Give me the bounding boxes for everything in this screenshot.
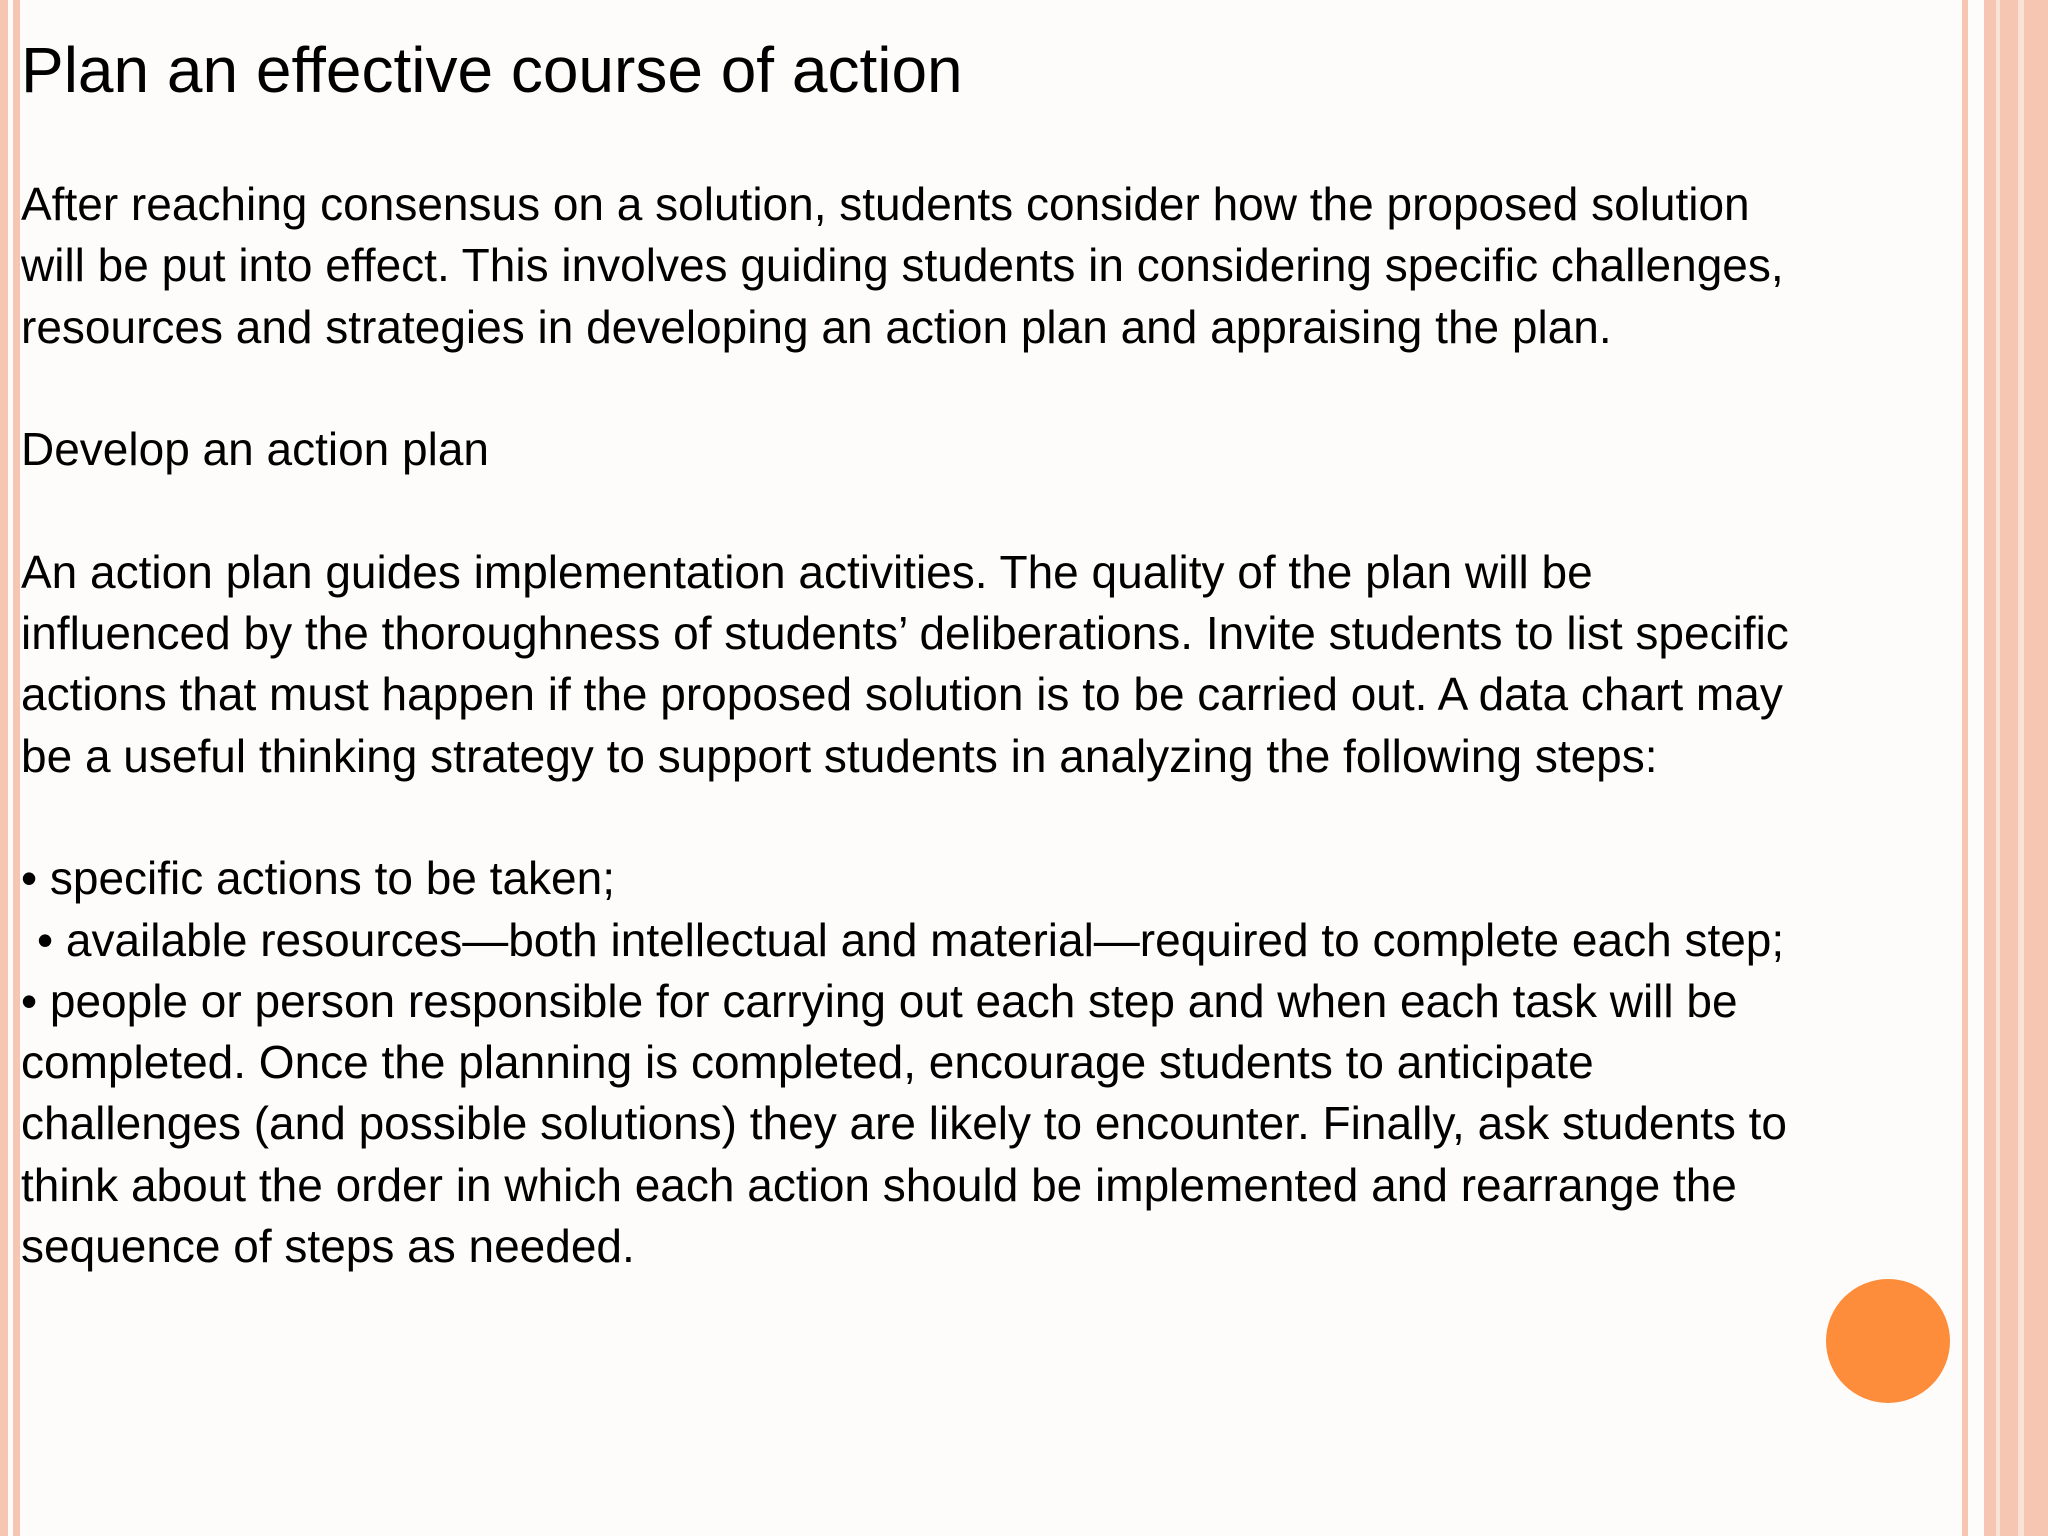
decorative-orange-dot [1826,1279,1950,1403]
right-border-highlight [1996,0,2000,1536]
intro-line: After reaching consensus on a solution, students consider how the proposed solution [21,178,1750,230]
left-border-stripe [0,0,8,1536]
bullet-line: challenges (and possible solutions) they are likely to encounter. Finally, ask students to [21,1097,1788,1150]
paragraph-gap [21,358,1981,419]
body-line: actions that must happen if the proposed solution is to be carried out. A data chart may [21,668,1783,721]
slide-body [21,174,1981,1277]
bullet-line: • available resources—both intellectual and material—required to complete each step; [37,913,1785,966]
intro-line: resources and strategies in developing an action plan and appraising the plan. [21,300,1612,353]
slide-title: Plan an effective course of action [21,34,963,106]
bullet-line: think about the order in which each action should be implemented and rearrange the [21,1158,1737,1211]
left-border-stripe-inner [13,0,20,1536]
bullet-line: completed. Once the planning is completed, encourage students to anticipate [21,1036,1594,1089]
body-line: be a useful thinking strategy to support students in analyzing the following steps: [21,729,1658,782]
body-line: An action plan guides implementation activities. The quality of the plan will be [21,545,1593,598]
right-border-band [1984,0,2048,1536]
right-border-highlight-2 [2018,0,2024,1536]
paragraph-gap [21,480,1981,541]
subheading: Develop an action plan [21,423,489,476]
bullet-line: • people or person responsible for carrying out each step and when each task will be [21,974,1738,1027]
bullet-line: sequence of steps as needed. [21,1220,635,1273]
intro-line: will be put into effect. This involves guiding students in considering specific challenges, [21,239,1784,292]
bullet-line: • specific actions to be taken; [21,852,615,905]
paragraph-gap [21,787,1981,848]
body-line: influenced by the thoroughness of students’ deliberations. Invite students to list specific [21,607,1789,660]
